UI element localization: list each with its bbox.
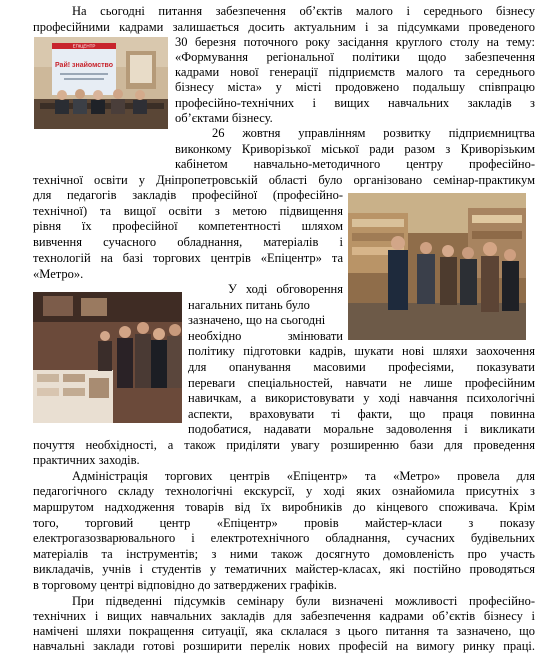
- text-line: об’єктами бізнесу.: [175, 111, 273, 125]
- text-line: в торговому центрі відповідно до затверджених графіків.: [33, 578, 337, 592]
- text-line: матеріалів та інструментів; з ними також досягнуто домовленість про участь: [33, 547, 535, 561]
- text-line: технологій на базі торгових центрів «Епіцентр» та: [33, 251, 343, 265]
- store-visit-photo: [348, 193, 526, 340]
- text-line: електрогазозварювального і електротехнічного обладнання, сучасних будівельних: [33, 531, 535, 545]
- text-line: викладачів, учнів і студентів у тематичних майстер-класах, які постійно проводяться: [33, 562, 535, 576]
- text-line: для опанування масовими професіями, показувати: [188, 360, 535, 374]
- text-line: професійно-технічних і вищих навчальних закладів з: [175, 96, 535, 110]
- text-line: рівня їх професійної компетентності шляхом: [33, 219, 343, 233]
- text-line: технічної) та вищої освіти з метою підвищення: [33, 204, 343, 218]
- text-line: У ході обговорення: [228, 282, 343, 296]
- text-line: того, торговий центр «Епіцентр» провів майстер-класи з показу: [33, 516, 535, 530]
- text-line: Адміністрація торгових центрів «Епіцентр» та «Метро» провела для: [72, 469, 535, 483]
- text-line: аспекти, враховувати ті факти, що праця повинна: [188, 407, 535, 421]
- text-line: бізнесу міста» у місті продовжено подальшу співпрацю: [175, 80, 535, 94]
- text-line: технічних і вищих навчальних закладів для забезпечення кадрами об’єктів бізнесу і: [33, 609, 535, 623]
- round-table-photo: [34, 37, 168, 129]
- text-line: навчальні заклади готові розширити перелік нових професій на вимогу ринку праці.: [33, 639, 535, 653]
- slide-title-text: Рай! знайомство: [54, 62, 114, 69]
- text-line: кабінетом навчально-методичного центру професійно-: [175, 157, 535, 171]
- text-line: нагальних питань було: [188, 298, 310, 312]
- text-line: «Формування регіональної політики щодо забезпечення: [175, 50, 535, 64]
- text-line: технічної освіти у Дніпропетровській області було організовано семінар-практикум: [33, 173, 535, 187]
- slide-logo-text: ЕПІЦЕНТР: [72, 43, 96, 49]
- text-line: кадрами нової генерації підприємств малого та середнього: [175, 65, 535, 79]
- text-line: переваги спеціальностей, навчати не лише професійним: [188, 376, 535, 390]
- text-line: політику підготовки кадрів, шукати нові шляхи заохочення: [188, 344, 535, 358]
- text-line: педагогічного складу технологічні екскурсії, у ході яких ознайомила присутніх з: [33, 484, 535, 498]
- text-line: практичних заходів.: [33, 453, 140, 467]
- text-line: маршрутом надходження товарів від їх виробників до кінцевого споживача. Крім: [33, 500, 535, 514]
- text-line: 30 березня поточного року засідання круглого столу на тему:: [175, 35, 535, 49]
- text-line: На сьогодні питання забезпечення об’єктів малого і середнього бізнесу: [72, 4, 535, 18]
- text-line: зазначено, що на сьогодні: [188, 313, 326, 327]
- text-line: вивчення сучасного обладнання, матеріалів і: [33, 235, 343, 249]
- presentation-slide: [52, 43, 116, 95]
- text-line: намічені шляхи покращення ситуації, яка склалася з цього питання та зазначено, що: [33, 624, 535, 638]
- showroom-photo: [33, 292, 182, 423]
- text-line: почуття необхідності, а також приділяти увагу розширенню бази для проведення: [33, 438, 535, 452]
- text-line: «Метро».: [33, 267, 84, 281]
- text-line: для педагогів закладів професійної (професійно-: [33, 188, 343, 202]
- text-line: професійними кадрами залишається досить актуальним і за підсумками проведеного: [33, 20, 535, 34]
- text-line: 26 жовтня управлінням розвитку підприємництва: [212, 126, 535, 140]
- text-line: необхідно змінювати: [188, 329, 343, 343]
- text-line: При підведенні підсумків семінару були визначені можливості професійно-: [72, 594, 535, 608]
- text-line: подобатися, надавати моральне задоволення і викликати: [188, 422, 535, 436]
- text-line: навичкам, а використовувати у ході навчання психологічні: [188, 391, 535, 405]
- text-line: виконкому Криворізької міської ради разом з Криворізьким: [175, 142, 535, 156]
